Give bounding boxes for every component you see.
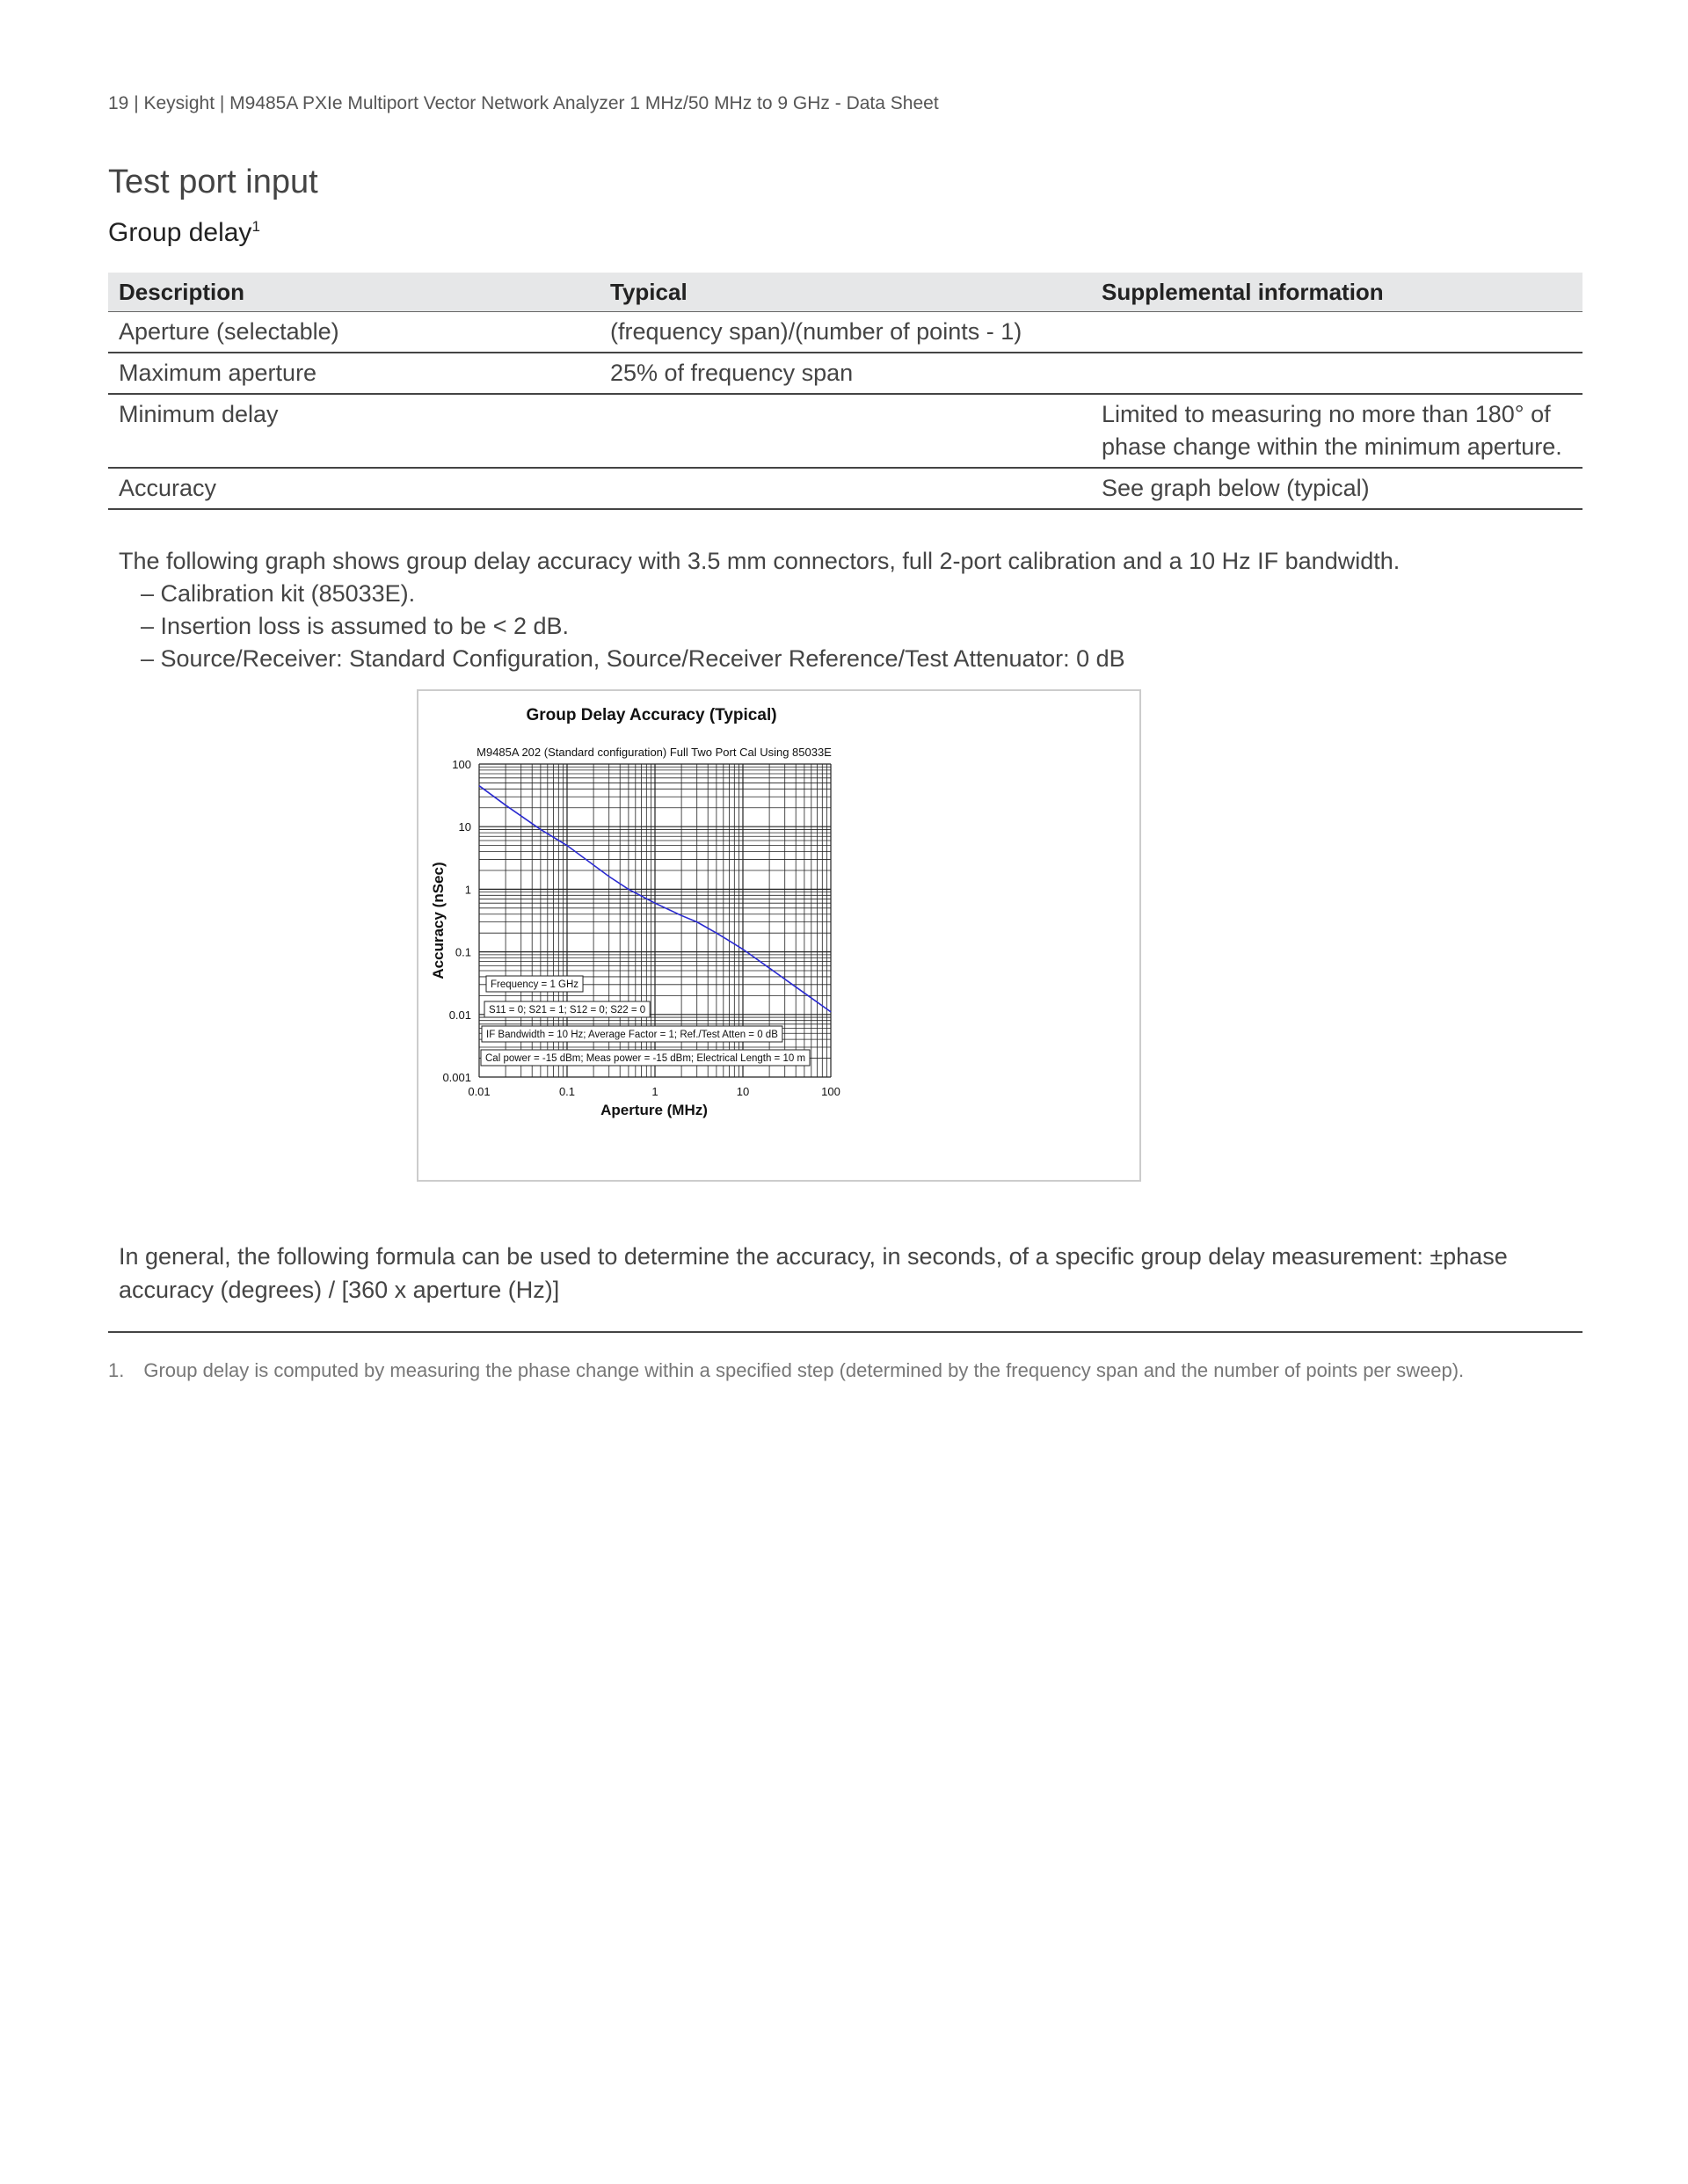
cell (600, 394, 1091, 468)
page-header: 19 | Keysight | M9485A PXIe Multiport Vector Network Analyzer 1 MHz/50 MHz to 9 GHz - Data Sheet (108, 93, 939, 113)
subsection-title (108, 218, 260, 248)
cell (1091, 312, 1582, 353)
cell: Limited to measuring no more than 180° of phase change within the minimum aperture. (1091, 394, 1582, 468)
footnote-ref: 1 (251, 218, 260, 235)
table-row (108, 353, 1582, 394)
x-tick-label: 100 (821, 1085, 840, 1098)
col-header: Typical (600, 273, 1091, 312)
cell: Aperture (selectable) (108, 312, 600, 353)
y-tick-label: 0.1 (455, 945, 471, 959)
graph-intro (119, 545, 1400, 675)
bullet: – Source/Receiver: Standard Configuration, Source/Receiver Reference/Test Attenuator: 0 dB (141, 645, 1125, 672)
cell: (frequency span)/(number of points - 1) (600, 312, 1091, 353)
annotation-text: Cal power = -15 dBm; Meas power = -15 dBm; Electrical Length = 10 m (485, 1053, 806, 1064)
footnote-text: Group delay is computed by measuring the phase change within a specified step (determined by the frequency span and the number of points per sweep). (143, 1359, 1465, 1381)
y-tick-label: 1 (464, 883, 471, 897)
formula-text: In general, the following formula can be used to determine the accuracy, in seconds, of a specific group delay measurement: ±phase accuracy (degrees) / [360 x aperture (Hz)] (119, 1243, 1508, 1303)
chart-subtitle: M9485A 202 (Standard configuration) Full Two Port Cal Using 85033E (477, 746, 832, 759)
annotation-text: IF Bandwidth = 10 Hz; Average Factor = 1; Ref./Test Atten = 0 dB (486, 1030, 778, 1040)
col-header: Description (108, 273, 600, 312)
bullet: – Calibration kit (85033E). (141, 580, 416, 607)
cell: Maximum aperture (108, 353, 600, 394)
bullet: – Insertion loss is assumed to be < 2 dB. (141, 613, 570, 639)
table-row (108, 394, 1582, 468)
group-delay-chart (418, 691, 1139, 1180)
cell: Accuracy (108, 468, 600, 509)
intro-text: The following graph shows group delay accuracy with 3.5 mm connectors, full 2-port calibration and a 10 Hz IF bandwidth. (119, 548, 1401, 574)
col-header: Supplemental information (1091, 273, 1582, 312)
x-tick-label: 0.01 (468, 1085, 491, 1098)
x-tick-label: 10 (736, 1085, 750, 1098)
x-axis-label: Aperture (MHz) (600, 1102, 708, 1118)
subsection-title-text: Group delay (108, 218, 252, 247)
cell: Minimum delay (108, 394, 600, 468)
cell: 25% of frequency span (600, 353, 1091, 394)
y-tick-label: 100 (452, 758, 471, 771)
cell (600, 468, 1091, 509)
y-axis-label: Accuracy (nSec) (430, 862, 447, 979)
chart-frame (417, 689, 1141, 1182)
footnote (108, 1359, 1483, 1382)
x-tick-label: 1 (651, 1085, 658, 1098)
annotation-text: Frequency = 1 GHz (491, 979, 579, 990)
chart-title: Group Delay Accuracy (Typical) (526, 706, 777, 724)
cell (1091, 353, 1582, 394)
footnote-number: 1. (108, 1359, 125, 1381)
table-row (108, 312, 1582, 353)
divider (108, 1331, 1582, 1333)
cell: See graph below (typical) (1091, 468, 1582, 509)
y-tick-label: 0.001 (442, 1071, 471, 1084)
x-tick-label: 0.1 (558, 1085, 576, 1098)
y-tick-label: 10 (458, 820, 471, 834)
annotation-text: S11 = 0; S21 = 1; S12 = 0; S22 = 0 (489, 1005, 646, 1016)
y-tick-label: 0.01 (448, 1008, 471, 1022)
section-title: Test port input (108, 164, 318, 200)
table-row (108, 468, 1582, 509)
group-delay-table (108, 273, 1582, 510)
